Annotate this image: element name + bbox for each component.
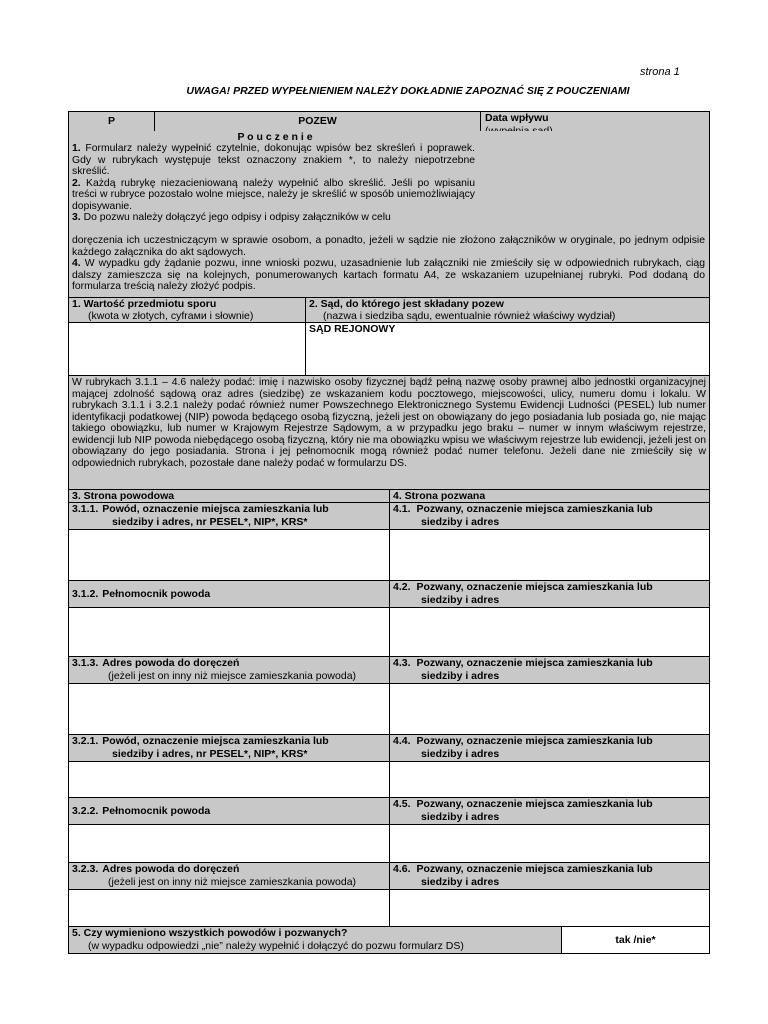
plaintiff-row-number: 3.2.1. bbox=[72, 735, 99, 747]
defendant-row-number: 4.5. bbox=[393, 798, 411, 810]
form-title: POZEW bbox=[298, 115, 337, 127]
plaintiff-row-title bbox=[72, 581, 386, 607]
defendant-row-label: Pozwany, oznaczenie miejsca zamieszkania lub bbox=[416, 503, 653, 515]
defendant-row-header bbox=[389, 502, 710, 530]
defendant-row-header bbox=[389, 580, 710, 608]
form-code: P bbox=[107, 115, 115, 127]
section-5-answer-field[interactable] bbox=[561, 926, 710, 954]
defendant-header: 4. Strona pozwana bbox=[389, 489, 710, 503]
plaintiff-row-number: 3.1.1. bbox=[72, 503, 99, 515]
instruction-2: Każdą rubrykę niezacieniowaną należy wypełnić albo skreślić. Jeśli po wpisaniu treści w rubryce pozostało wolne miejsce, należy je skreślić w sposób uniemożliwiający dopisywanie. bbox=[72, 177, 475, 212]
defendant-row-subtitle: siedziby i adres bbox=[421, 594, 500, 606]
defendant-row-subtitle: siedziby i adres bbox=[421, 876, 500, 888]
defendant-row-title bbox=[393, 657, 706, 670]
plaintiff-row-hint: (jeżeli jest on inny niż miejsce zamieszkania powoda) bbox=[108, 670, 357, 682]
defendant-row-subtitle: siedziby i adres bbox=[421, 811, 500, 823]
page-number: strona 1 bbox=[640, 66, 680, 78]
court-name-field[interactable] bbox=[305, 322, 710, 376]
section-2-header bbox=[305, 297, 710, 323]
dispute-value-field[interactable] bbox=[68, 322, 306, 376]
plaintiff-row-title bbox=[72, 863, 386, 876]
plaintiff-row-subtitle: siedziby i adres, nr PESEL*, NIP*, KRS* bbox=[112, 748, 308, 760]
plaintiff-row-label: Adres powoda do doręczeń bbox=[102, 657, 240, 669]
defendant-row-label: Pozwany, oznaczenie miejsca zamieszkania lub bbox=[416, 581, 653, 593]
plaintiff-row-label: Adres powoda do doręczeń bbox=[102, 863, 240, 875]
defendant-row-field[interactable] bbox=[389, 607, 710, 657]
plaintiff-row-number: 3.2.3. bbox=[72, 863, 99, 875]
form-code-cell bbox=[68, 111, 155, 132]
instructions-wide bbox=[72, 235, 705, 293]
plaintiff-row-title bbox=[72, 503, 386, 516]
section-1-title: 1. Wartość przedmiotu sporu bbox=[72, 298, 217, 310]
plaintiff-row-field[interactable] bbox=[68, 607, 390, 657]
plaintiff-row-header bbox=[68, 862, 390, 890]
plaintiff-row-hint: (jeżeli jest on inny niż miejsce zamieszkania powoda) bbox=[108, 876, 357, 888]
defendant-row-label: Pozwany, oznaczenie miejsca zamieszkania lub bbox=[416, 735, 653, 747]
warning-heading: UWAGA! PRZED WYPEŁNIENIEM NALEŻY DOKŁADNIE ZAPOZNAĆ SIĘ Z POUCZENIAMI bbox=[186, 85, 630, 97]
plaintiff-row-number: 3.2.2. bbox=[72, 805, 99, 817]
plaintiff-row-header bbox=[68, 580, 390, 608]
instr-num-2: 2. bbox=[72, 177, 81, 189]
plaintiff-row-field[interactable] bbox=[68, 889, 390, 927]
defendant-row-field[interactable] bbox=[389, 529, 710, 581]
defendant-row-header bbox=[389, 656, 710, 684]
plaintiff-row-field[interactable] bbox=[68, 529, 390, 581]
instructions-left bbox=[72, 143, 475, 224]
plaintiff-row-title bbox=[72, 798, 386, 824]
defendant-row-title bbox=[393, 503, 706, 516]
instr-num-1: 1. bbox=[72, 143, 81, 154]
section-1-hint: (kwota w złotych, cyfrами i słownie) bbox=[88, 310, 254, 322]
plaintiff-row-subtitle: siedziby i adres, nr PESEL*, NIP*, KRS* bbox=[112, 516, 308, 528]
defendant-row-number: 4.1. bbox=[393, 503, 411, 515]
plaintiff-row-label: Pełnomocnik powoda bbox=[102, 805, 211, 817]
info-block bbox=[68, 375, 710, 490]
instructions-heading: P o u c z e n i e bbox=[237, 131, 313, 143]
defendant-row-header bbox=[389, 734, 710, 762]
plaintiff-row-number: 3.1.3. bbox=[72, 657, 99, 669]
plaintiff-row-header bbox=[68, 502, 390, 530]
defendant-row-title bbox=[393, 798, 706, 811]
section-5-title: 5. Czy wymieniono wszystkich powodów i pozwanych? bbox=[72, 927, 348, 939]
defendant-row-field[interactable] bbox=[389, 824, 710, 863]
defendant-row-number: 4.6. bbox=[393, 863, 411, 875]
defendant-row-field[interactable] bbox=[389, 889, 710, 927]
defendant-row-label: Pozwany, oznaczenie miejsca zamieszkania lub bbox=[416, 798, 653, 810]
instruction-3b: doręczenia ich uczestniczącym w sprawie osobom, a ponadto, jeżeli w sądzie nie złożono załączników w oryginale, po jednym odpisie każdego załącznika do akt sądowych. bbox=[72, 235, 705, 258]
info-text: W rubrykach 3.1.1 – 4.6 należy podać: imię i nazwisko osoby fizycznej bądź pełną nazwę osoby prawnej albo jednostki organizacyjnej mającej zdolność sądową oraz adres (siedzibę) ze wskazaniem kodu pocztowego, miejscowości, ulicy, numeru domu i lokalu. W rubrykach 3.1.1 i 3.2.1 należy podać również numer Powszechnego Elektronicznego Systemu Ewidencji Ludności (PESEL) lub numer identyfikacji podatkowej (NIP) powoda będącego osobą fizyczną, jeżeli jest on obowiązany do jego posiadania lub posiada go, nie mając takiego obowiązku, lub numer w Krajowym Rejestrze Sądowym, a w przypadku jego braku – numer w innym właściwym rejestrze, ewidencji lub NIP powoda niebędącego osobą fizyczną, który nie ma obowiązku wpisu we właściwym rejestrze lub ewidencji, jeżeli jest on obowiązany do jego posiadania. Strona i jej pełnomocnik mogą również podać numer telefonu. Jeżeli dane nie zmieściły się w odpowiednich rubrykach, pozostałe dane należy podać w formularzu DS. bbox=[72, 377, 706, 469]
plaintiff-row-header bbox=[68, 797, 390, 825]
date-received-label: Data wpływu bbox=[485, 112, 549, 124]
defendant-row-title bbox=[393, 581, 706, 594]
defendant-row-subtitle: siedziby i adres bbox=[421, 516, 500, 528]
form-title-cell bbox=[154, 111, 481, 132]
defendant-row-number: 4.3. bbox=[393, 657, 411, 669]
instr-num-3: 3. bbox=[72, 212, 81, 223]
defendant-row-subtitle: siedziby i adres bbox=[421, 748, 500, 760]
plaintiff-row-label: Powód, oznaczenie miejsca zamieszkania lub bbox=[102, 503, 329, 515]
plaintiff-row-header bbox=[68, 734, 390, 762]
defendant-row-number: 4.4. bbox=[393, 735, 411, 747]
plaintiff-row-header bbox=[68, 656, 390, 684]
instruction-4: W wypadku gdy żądanie pozwu, inne wnioski pozwu, uzasadnienie lub załączniki nie zmieściły się w odpowiednich rubrykach, ciąg dalszy zamieszcza się na kolejnych, ponumerowanych kartach formatu A4, ze wskazaniem uzupełnianej rubryki. Pod dodaną do formularza treścią należy złożyć podpis. bbox=[72, 258, 705, 292]
plaintiff-row-label: Pełnomocnik powoda bbox=[102, 588, 211, 600]
defendant-row-header bbox=[389, 862, 710, 890]
defendant-row-subtitle: siedziby i adres bbox=[421, 670, 500, 682]
section-2-title: 2. Sąd, do którego jest składany pozew bbox=[309, 298, 504, 310]
plaintiff-row-field[interactable] bbox=[68, 824, 390, 863]
section-5-question bbox=[68, 926, 562, 954]
defendant-row-title bbox=[393, 735, 706, 748]
defendant-row-title bbox=[393, 863, 706, 876]
defendant-row-header bbox=[389, 797, 710, 825]
defendant-row-field[interactable] bbox=[389, 761, 710, 798]
instruction-1: Formularz należy wypełnić czytelnie, dokonując wpisów bez skreśleń i poprawek. Gdy w rubrykach występuje tekst oznaczony znakiem *, to należy niepotrzebne skreślić. bbox=[72, 143, 476, 177]
section-5-hint: (w wypadku odpowiedzi „nie” należy wypełnić i dołączyć do pozwu formularz DS) bbox=[88, 940, 464, 952]
plaintiff-row-label: Powód, oznaczenie miejsca zamieszkania lub bbox=[102, 735, 329, 747]
section-1-header bbox=[68, 297, 306, 323]
plaintiff-row-title bbox=[72, 657, 386, 670]
defendant-row-number: 4.2. bbox=[393, 581, 411, 593]
court-name-value: SĄD REJONOWY bbox=[309, 323, 396, 335]
plaintiff-header: 3. Strona powodowa bbox=[68, 489, 390, 503]
plaintiff-row-title bbox=[72, 735, 386, 748]
defendant-row-label: Pozwany, oznaczenie miejsca zamieszkania lub bbox=[416, 657, 653, 669]
section-5-answer: tak /nie* bbox=[615, 934, 656, 946]
plaintiff-row-field[interactable] bbox=[68, 683, 390, 735]
defendant-row-field[interactable] bbox=[389, 683, 710, 735]
plaintiff-row-field[interactable] bbox=[68, 761, 390, 798]
instr-num-4: 4. bbox=[72, 258, 81, 269]
defendant-row-label: Pozwany, oznaczenie miejsca zamieszkania lub bbox=[416, 863, 653, 875]
section-2-hint: (nazwa i siedziba sądu, ewentualnie również właściwy wydział) bbox=[323, 310, 616, 322]
plaintiff-row-number: 3.1.2. bbox=[72, 588, 99, 600]
instruction-3a: Do pozwu należy dołączyć jego odpisy i odpisy załączników w celu bbox=[83, 212, 391, 223]
